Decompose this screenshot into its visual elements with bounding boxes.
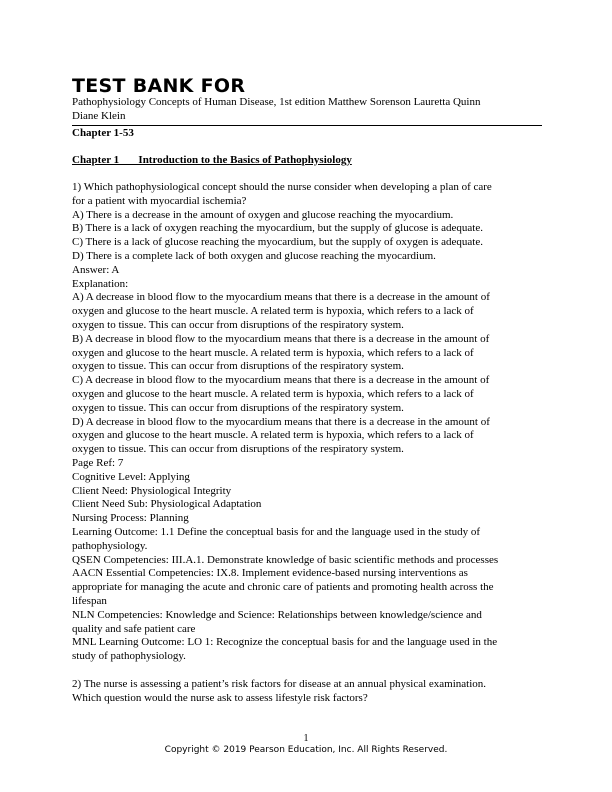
text-line: oxygen and glucose to the heart muscle. A related term is hypoxia, which refers to a lack of	[72, 429, 474, 442]
text-line: oxygen to tissue. This can occur from disruptions of the respiratory system.	[72, 360, 404, 373]
chapter-range: Chapter 1-53	[72, 127, 134, 139]
text-line: pathophysiology.	[72, 539, 148, 552]
text-line: Which question would the nurse ask to assess lifestyle risk factors?	[72, 691, 368, 704]
learning-outcome: Learning Outcome: 1.1 Define the conceptual basis for and the language used in the study of	[72, 525, 481, 538]
page-number: 1	[303, 733, 309, 744]
text-line: D) A decrease in blood flow to the myocardium means that there is a decrease in the amount of	[72, 415, 490, 428]
book-subtitle-line-2: Diane Klein	[72, 109, 126, 122]
text-line: 1) Which pathophysiological concept should the nurse consider when developing a plan of care	[72, 181, 492, 193]
text-line: oxygen and glucose to the heart muscle. A related term is hypoxia, which refers to a lack of	[72, 387, 474, 400]
chapter-title: Chapter 1 Introduction to the Basics of Pathophysiology	[72, 153, 352, 166]
text-line: appropriate for managing the acute and chronic care of patients and promoting health across the	[72, 581, 494, 594]
nursing-process: Nursing Process: Planning	[72, 512, 189, 525]
text-line: A) A decrease in blood flow to the myocardium means that there is a decrease in the amount of	[72, 291, 490, 304]
cognitive-level: Cognitive Level: Applying	[72, 470, 190, 483]
answer-key: Answer: A	[72, 263, 120, 276]
client-need: Client Need: Physiological Integrity	[72, 484, 232, 497]
copyright-notice: Copyright © 2019 Pearson Education, Inc. All Rights Reserved.	[164, 745, 448, 755]
answer-option-a: A) There is a decrease in the amount of oxygen and glucose reaching the myocardium.	[72, 208, 454, 221]
answer-option-c: C) There is a lack of glucose reaching the myocardium, but the supply of oxygen is adequate.	[72, 236, 483, 249]
text-line: 2) The nurse is assessing a patient’s risk factors for disease at an annual physical examination.	[72, 677, 487, 690]
question-1	[72, 181, 542, 664]
answer-option-d: D) There is a complete lack of both oxygen and glucose reaching the myocardium.	[72, 249, 436, 262]
page-ref: Page Ref: 7	[72, 456, 124, 469]
text-line: oxygen to tissue. This can occur from disruptions of the respiratory system.	[72, 401, 404, 414]
aacn-competencies: AACN Essential Competencies: IX.8. Implement evidence-based nursing interventions as	[72, 567, 468, 580]
text-line: quality and safe patient care	[72, 622, 196, 635]
text-line: B) A decrease in blood flow to the myocardium means that there is a decrease in the amount of	[72, 332, 490, 345]
text-line: study of pathophysiology.	[72, 650, 186, 663]
text-line: C) A decrease in blood flow to the myocardium means that there is a decrease in the amount of	[72, 374, 490, 387]
text-line: lifespan	[72, 594, 107, 607]
question-2	[72, 678, 542, 706]
document-page	[72, 76, 542, 705]
text-line: for a patient with myocardial ischemia?	[72, 194, 247, 207]
nln-competencies: NLN Competencies: Knowledge and Science: Relationships between knowledge/science and	[72, 608, 482, 621]
text-line: oxygen to tissue. This can occur from disruptions of the respiratory system.	[72, 318, 404, 331]
test-bank-heading: TEST BANK FOR	[72, 75, 246, 97]
text-line: oxygen to tissue. This can occur from disruptions of the respiratory system.	[72, 443, 404, 456]
client-need-sub: Client Need Sub: Physiological Adaptation	[72, 498, 262, 511]
mnl-learning-outcome: MNL Learning Outcome: LO 1: Recognize the conceptual basis for and the language used in the	[72, 636, 498, 649]
text-line: oxygen and glucose to the heart muscle. A related term is hypoxia, which refers to a lack of	[72, 305, 474, 318]
text-line: oxygen and glucose to the heart muscle. A related term is hypoxia, which refers to a lack of	[72, 346, 474, 359]
explanation-label: Explanation:	[72, 277, 129, 290]
book-subtitle-line-1: Pathophysiology Concepts of Human Disease, 1st edition Matthew Sorenson Lauretta Quinn	[72, 96, 481, 108]
qsen-competencies: QSEN Competencies: III.A.1. Demonstrate knowledge of basic scientific methods and processes	[72, 553, 499, 566]
answer-option-b: B) There is a lack of oxygen reaching the myocardium, but the supply of glucose is adequate.	[72, 222, 483, 235]
